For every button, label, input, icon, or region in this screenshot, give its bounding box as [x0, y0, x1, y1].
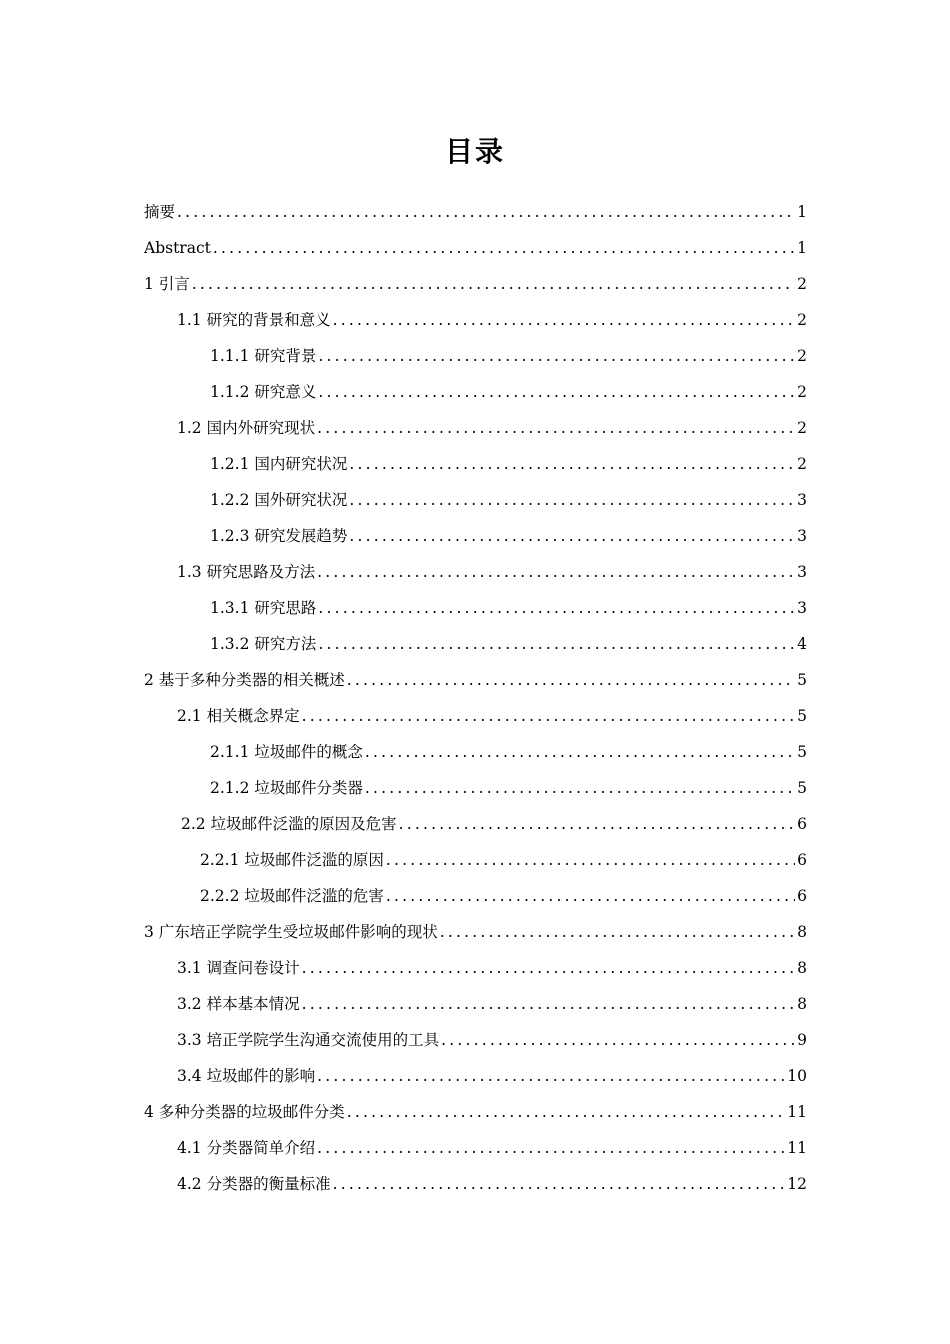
toc-entry[interactable] — [200, 882, 807, 910]
dot-leader — [317, 1134, 785, 1162]
toc-entry-label: 2.2 垃圾邮件泛滥的原因及危害 — [181, 815, 397, 833]
dot-leader — [365, 738, 795, 766]
toc-entry-page: 2 — [797, 419, 807, 437]
toc-entry-page: 5 — [797, 707, 807, 725]
toc-entry-page: 5 — [797, 779, 807, 797]
toc-entry-page: 3 — [797, 563, 807, 581]
toc-entry-page: 8 — [797, 995, 807, 1013]
dot-leader — [177, 198, 795, 226]
toc-entry-page: 3 — [797, 491, 807, 509]
toc-entry-label: 4.1 分类器简单介绍 — [177, 1139, 316, 1157]
dot-leader — [213, 234, 795, 262]
toc-entry[interactable] — [210, 342, 807, 370]
toc-entry-label: 2.1.1 垃圾邮件的概念 — [210, 743, 363, 761]
toc-entry-page: 3 — [797, 599, 807, 617]
dot-leader — [302, 702, 796, 730]
toc-entry[interactable] — [177, 1062, 807, 1090]
toc-entry[interactable] — [144, 198, 807, 226]
toc-entry[interactable] — [210, 738, 807, 766]
toc-entry-page: 8 — [797, 959, 807, 977]
toc-entry-label: 1.2.2 国外研究状况 — [210, 491, 348, 509]
toc-entry[interactable] — [200, 846, 807, 874]
dot-leader — [317, 414, 795, 442]
toc-entry-page: 11 — [787, 1139, 807, 1157]
dot-leader — [317, 558, 795, 586]
toc-entry-label: 1.1 研究的背景和意义 — [177, 311, 331, 329]
toc-entry-label: 1.1.1 研究背景 — [210, 347, 317, 365]
dot-leader — [333, 306, 796, 334]
toc-entry-page: 2 — [797, 347, 807, 365]
dot-leader — [441, 1026, 795, 1054]
toc-entry-label: 2.1.2 垃圾邮件分类器 — [210, 779, 363, 797]
toc-entry-page: 2 — [797, 311, 807, 329]
dot-leader — [386, 882, 795, 910]
toc-entry[interactable] — [144, 270, 807, 298]
toc-entry-label: 摘要 — [144, 203, 176, 221]
toc-entry[interactable] — [177, 1170, 807, 1198]
toc-entry-page: 5 — [797, 671, 807, 689]
dot-leader — [347, 666, 795, 694]
toc-entry-label: 1.2.3 研究发展趋势 — [210, 527, 348, 545]
toc-entry[interactable] — [177, 954, 807, 982]
dot-leader — [440, 918, 795, 946]
dot-leader — [318, 630, 795, 658]
toc-entry-label: 3.2 样本基本情况 — [177, 995, 300, 1013]
toc-entry-label: Abstract — [144, 239, 211, 257]
dot-leader — [318, 378, 795, 406]
toc-entry-page: 11 — [787, 1103, 807, 1121]
toc-entry-label: 1.1.2 研究意义 — [210, 383, 317, 401]
toc-entry[interactable] — [210, 486, 807, 514]
dot-leader — [318, 594, 795, 622]
toc-entry[interactable] — [177, 414, 807, 442]
toc-entry[interactable] — [210, 378, 807, 406]
toc-entry-label: 2 基于多种分类器的相关概述 — [144, 671, 345, 689]
toc-entry-page: 2 — [797, 455, 807, 473]
dot-leader — [317, 1062, 785, 1090]
toc-entry[interactable] — [210, 630, 807, 658]
toc-entry-label: 3.4 垃圾邮件的影响 — [177, 1067, 316, 1085]
dot-leader — [318, 342, 795, 370]
toc-entry-label: 2.2.2 垃圾邮件泛滥的危害 — [200, 887, 384, 905]
toc-entry-label: 1 引言 — [144, 275, 190, 293]
dot-leader — [365, 774, 795, 802]
dot-leader — [192, 270, 795, 298]
toc-entry-page: 2 — [797, 275, 807, 293]
toc-entry-label: 4 多种分类器的垃圾邮件分类 — [144, 1103, 345, 1121]
toc-entry-page: 6 — [797, 887, 807, 905]
toc-entry[interactable] — [177, 558, 807, 586]
toc-entry[interactable] — [177, 990, 807, 1018]
toc-entry[interactable] — [181, 810, 807, 838]
toc-entry-page: 6 — [797, 851, 807, 869]
toc-entry-label: 1.3 研究思路及方法 — [177, 563, 316, 581]
toc-entry-label: 4.2 分类器的衡量标准 — [177, 1175, 331, 1193]
toc-entry[interactable] — [177, 1026, 807, 1054]
dot-leader — [347, 1098, 785, 1126]
dot-leader — [302, 990, 796, 1018]
toc-entry-label: 1.3.1 研究思路 — [210, 599, 317, 617]
toc-entry[interactable] — [210, 594, 807, 622]
toc-entry[interactable] — [210, 450, 807, 478]
toc-entry-label: 1.2 国内外研究现状 — [177, 419, 316, 437]
toc-entry[interactable] — [144, 918, 807, 946]
toc-entry[interactable] — [144, 666, 807, 694]
toc-entry-page: 4 — [797, 635, 807, 653]
toc-entry-page: 3 — [797, 527, 807, 545]
dot-leader — [386, 846, 795, 874]
toc-entry-label: 3.1 调查问卷设计 — [177, 959, 300, 977]
toc-entry-label: 2.1 相关概念界定 — [177, 707, 300, 725]
toc-entry-page: 9 — [797, 1031, 807, 1049]
dot-leader — [349, 522, 795, 550]
toc-entry-label: 1.2.1 国内研究状况 — [210, 455, 348, 473]
toc-entry-label: 1.3.2 研究方法 — [210, 635, 317, 653]
toc-entry-page: 8 — [797, 923, 807, 941]
dot-leader — [349, 486, 795, 514]
toc-entry[interactable] — [144, 1098, 807, 1126]
toc-entry[interactable] — [210, 774, 807, 802]
toc-entry-label: 2.2.1 垃圾邮件泛滥的原因 — [200, 851, 384, 869]
toc-entry-page: 1 — [797, 239, 807, 257]
toc-entry[interactable] — [144, 234, 807, 262]
toc-title: 目录 — [444, 135, 505, 168]
dot-leader — [399, 810, 796, 838]
toc-entry-page: 5 — [797, 743, 807, 761]
toc-entry[interactable] — [177, 1134, 807, 1162]
toc-entry-label: 3.3 培正学院学生沟通交流使用的工具 — [177, 1031, 440, 1049]
toc-entry-page: 2 — [797, 383, 807, 401]
toc-entry-page: 10 — [787, 1067, 807, 1085]
dot-leader — [333, 1170, 786, 1198]
toc-entry-page: 6 — [797, 815, 807, 833]
dot-leader — [302, 954, 796, 982]
toc-entry[interactable] — [177, 702, 807, 730]
dot-leader — [349, 450, 795, 478]
toc-entry[interactable] — [177, 306, 807, 334]
toc-entry-label: 3 广东培正学院学生受垃圾邮件影响的现状 — [144, 923, 438, 941]
toc-entry-page: 1 — [797, 203, 807, 221]
toc-entry[interactable] — [210, 522, 807, 550]
toc-entry-page: 12 — [787, 1175, 807, 1193]
